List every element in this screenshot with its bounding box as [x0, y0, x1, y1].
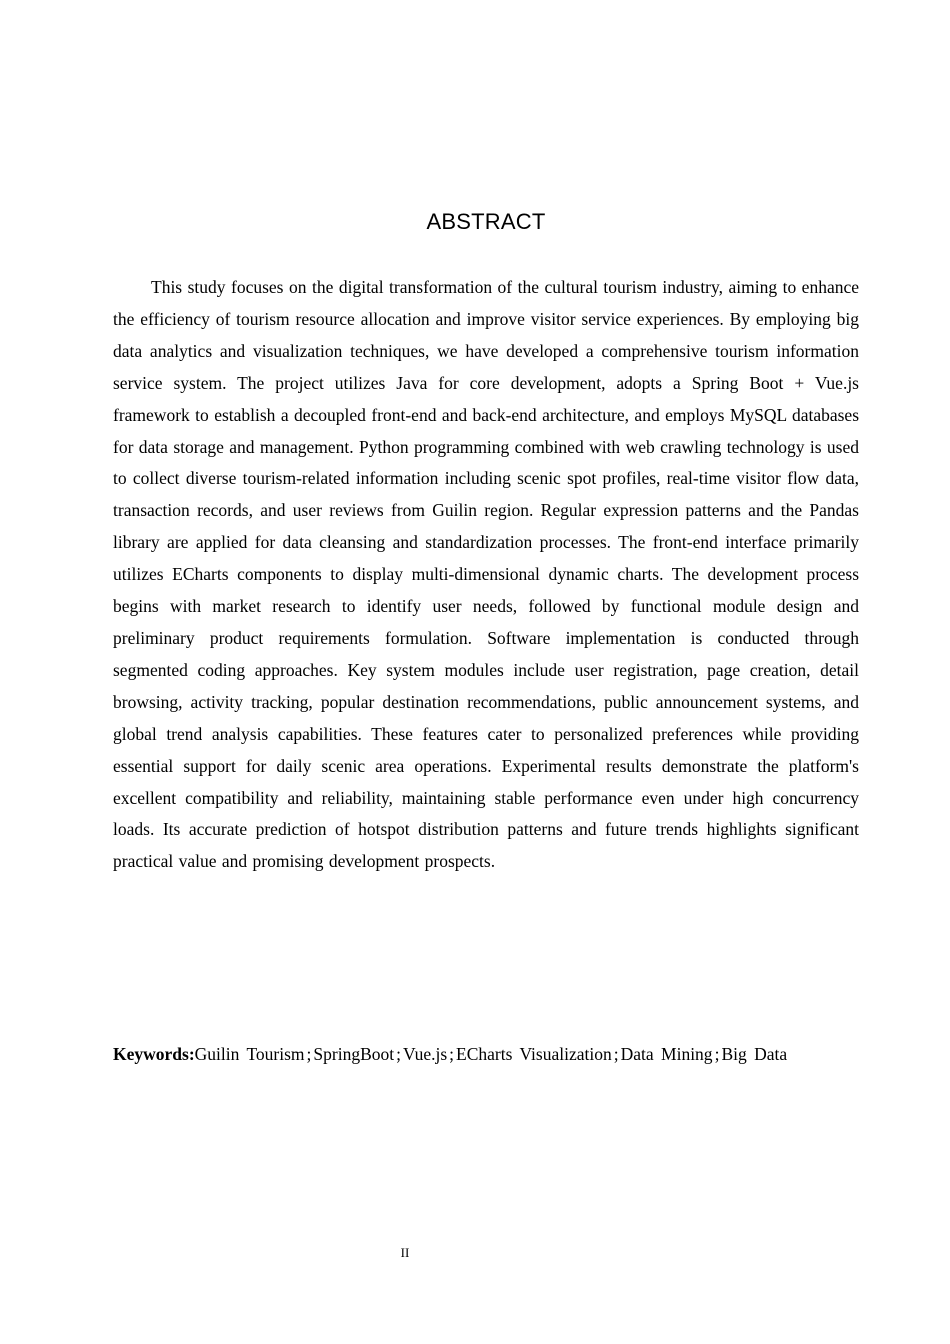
- keyword-item: ECharts Visualization: [456, 1044, 612, 1064]
- keyword-separator: ;: [449, 1044, 455, 1064]
- keyword-item: SpringBoot: [313, 1044, 395, 1064]
- abstract-paragraph: This study focuses on the digital transformation of the cultural tourism industry, aiming to enhance the efficiency of tourism resource allocation and improve visitor service experiences. By employing big data analytics and visualization techniques, we have developed a comprehensive tourism information service system. The project utilizes Java for core development, adopts a Spring Boot + Vue.js framework to establish a decoupled front-end and back-end architecture, and employs MySQL databases for data storage and management. Python programming combined with web crawling technology is used to collect diverse tourism-related information including scenic spot profiles, real-time visitor flow data, transaction records, and user reviews from Guilin region. Regular expression patterns and the Pandas library are applied for data cleansing and standardization processes. The front-end interface primarily utilizes ECharts components to display multi-dimensional dynamic charts. The development process begins with market research to identify user needs, followed by functional module design and preliminary product requirements formulation. Software implementation is conducted through segmented coding approaches. Key system modules include user registration, page creation, detail browsing, activity tracking, popular destination recommendations, public announcement systems, and global trend analysis capabilities. These features cater to personalized preferences while providing essential support for daily scenic area operations. Experimental results demonstrate the platform's excellent compatibility and reliability, maintaining stable performance even under high concurrency loads. Its accurate prediction of hotspot distribution patterns and future trends highlights significant practical value and promising development prospects.: [113, 277, 859, 872]
- keyword-separator: ;: [396, 1044, 401, 1064]
- keywords-line: [113, 1038, 859, 1070]
- keyword-separator: ;: [613, 1044, 619, 1064]
- keyword-item: Big Data: [721, 1044, 788, 1064]
- keyword-item: Guilin Tourism: [194, 1044, 305, 1064]
- keyword-item: Data Mining: [620, 1044, 713, 1064]
- keyword-separator: ;: [714, 1044, 720, 1064]
- page-number: II: [400, 1245, 410, 1260]
- page-title: ABSTRACT: [426, 209, 546, 234]
- keywords-label: Keywords:: [113, 1044, 195, 1064]
- keyword-item: Vue.js: [403, 1044, 448, 1064]
- keyword-separator: ;: [306, 1044, 312, 1064]
